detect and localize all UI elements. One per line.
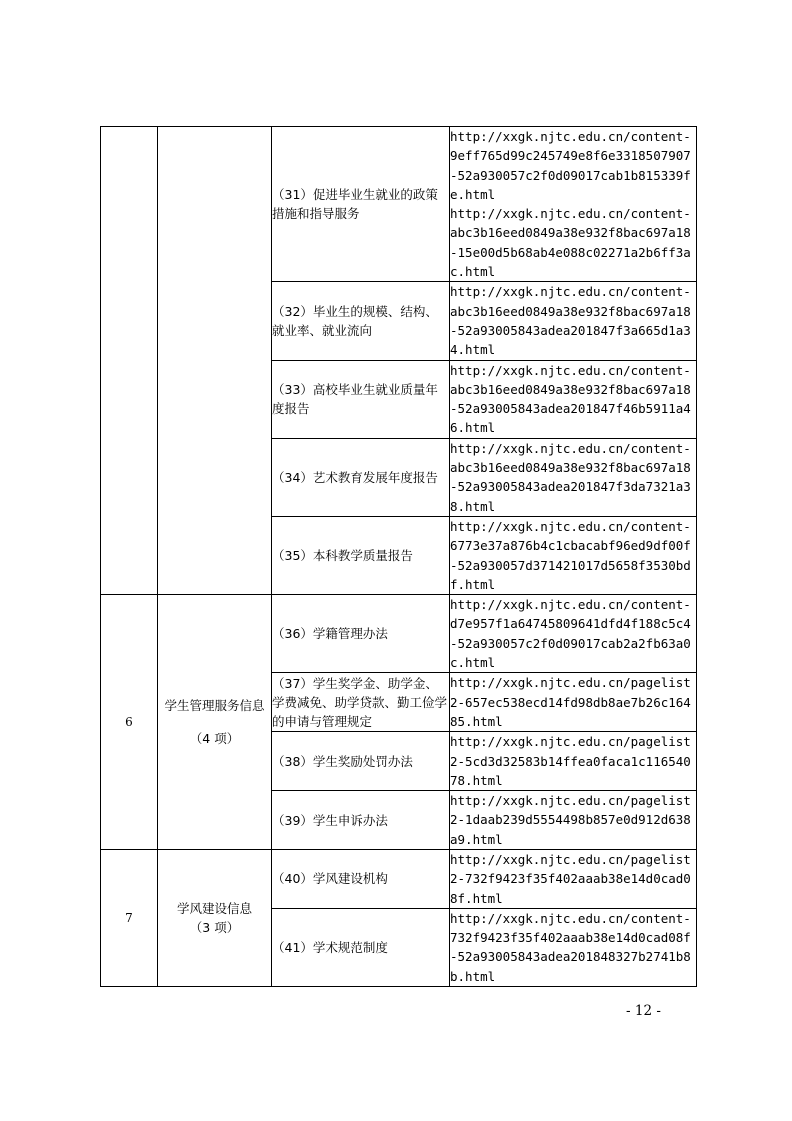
url-link[interactable]: http://xxgk.njtc.edu.cn/content-abc3b16eed0849a38e932f8bac697a18-52a93005843adea201847f46b5911a46.html: [450, 362, 691, 436]
url-cell: [450, 595, 697, 673]
item-cell: （33）高校毕业生就业质量年度报告: [272, 360, 450, 438]
category-title: 学生管理服务信息: [164, 698, 265, 714]
url-link[interactable]: http://xxgk.njtc.edu.cn/content-732f9423f35f402aaab38e14d0cad08f-52a93005843adea201848327b2741b8b.html: [450, 910, 691, 984]
url-cell: [450, 732, 697, 791]
category-cell-continued: [158, 127, 272, 595]
item-cell: （39）学生申诉办法: [272, 791, 450, 850]
item-cell: （37）学生奖学金、助学金、学费减免、助学贷款、勤工俭学的申请与管理规定: [272, 673, 450, 732]
table-row: [101, 849, 697, 908]
item-cell: （35）本科教学质量报告: [272, 516, 450, 594]
url-link[interactable]: http://xxgk.njtc.edu.cn/content-abc3b16eed0849a38e932f8bac697a18-52a93005843adea201847f3da7321a38.html: [450, 440, 691, 514]
item-cell: （36）学籍管理办法: [272, 595, 450, 673]
url-link[interactable]: http://xxgk.njtc.edu.cn/content-6773e37a876b4c1cbacabf96ed9df00f-52a930057d371421017d5658f3530bdf.html: [450, 518, 691, 592]
item-cell: （34）艺术教育发展年度报告: [272, 438, 450, 516]
url-link[interactable]: http://xxgk.njtc.edu.cn/content-abc3b16eed0849a38e932f8bac697a18-52a93005843adea201847f3a665d1a34.html: [450, 284, 691, 358]
table-row: [101, 127, 697, 282]
page-number: - 12 -: [626, 1003, 661, 1019]
disclosure-table: [100, 126, 697, 987]
url-link[interactable]: http://xxgk.njtc.edu.cn/content-9eff765d99c245749e8f6e3318507907-52a930057c2f0d09017cab1b815339fe.html: [450, 129, 691, 202]
url-cell: [450, 438, 697, 516]
url-link[interactable]: http://xxgk.njtc.edu.cn/pagelist2-1daab239d5554498b857e0d912d638a9.html: [450, 793, 691, 847]
item-cell: （31）促进毕业生就业的政策措施和指导服务: [272, 127, 450, 282]
url-cell: [450, 360, 697, 438]
url-cell: [450, 791, 697, 850]
url-cell: [450, 908, 697, 986]
number-cell: 7: [101, 849, 158, 986]
category-count: （3 项）: [189, 920, 240, 936]
category-count: （4 项）: [189, 731, 240, 747]
url-cell: [450, 849, 697, 908]
category-cell: [158, 849, 272, 986]
item-cell: （41）学术规范制度: [272, 908, 450, 986]
url-link[interactable]: http://xxgk.njtc.edu.cn/pagelist2-732f9423f35f402aaab38e14d0cad08f.html: [450, 851, 691, 906]
number-cell: 6: [101, 595, 158, 850]
url-link[interactable]: http://xxgk.njtc.edu.cn/content-abc3b16eed0849a38e932f8bac697a18-15e00d5b68ab4e088c02271a2b6ff3ac.html: [450, 206, 691, 280]
number-cell-continued: [101, 127, 158, 595]
url-link[interactable]: http://xxgk.njtc.edu.cn/pagelist2-5cd3d32583b14ffea0faca1c11654078.html: [450, 734, 691, 788]
url-link[interactable]: http://xxgk.njtc.edu.cn/content-d7e957f1a64745809641dfd4f188c5c4-52a930057c2f0d09017cab2a2fb63a0c.html: [450, 597, 691, 671]
url-cell: [450, 516, 697, 594]
item-cell: （40）学风建设机构: [272, 849, 450, 908]
category-title: 学风建设信息: [176, 901, 252, 917]
item-cell: （32）毕业生的规模、结构、就业率、就业流向: [272, 282, 450, 360]
url-link[interactable]: http://xxgk.njtc.edu.cn/pagelist2-657ec538ecd14fd98db8ae7b26c16485.html: [450, 675, 691, 729]
url-cell: [450, 282, 697, 360]
url-cell: [450, 673, 697, 732]
category-cell: [158, 595, 272, 850]
item-cell: （38）学生奖励处罚办法: [272, 732, 450, 791]
url-cell: [450, 127, 697, 282]
table-row: [101, 595, 697, 673]
